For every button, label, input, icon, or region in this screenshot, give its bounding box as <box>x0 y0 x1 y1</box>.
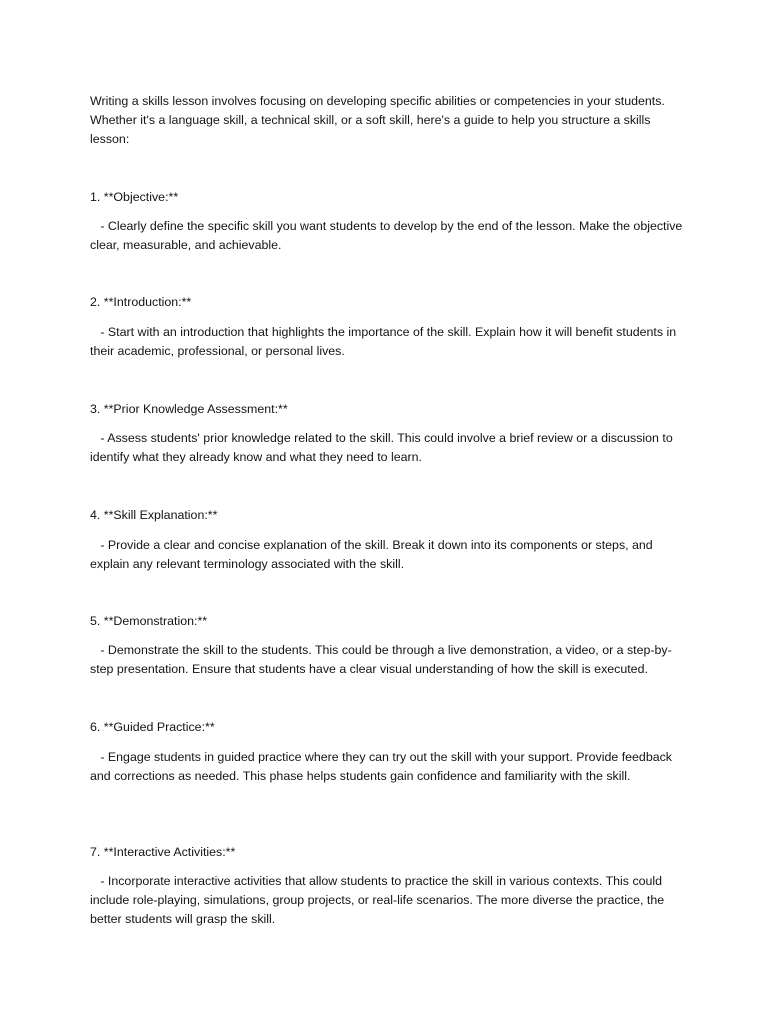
section-heading-demonstration: 5. **Demonstration:** <box>90 614 208 628</box>
section-body-objective: - Clearly define the specific skill you want students to develop by the end of the lesson. Make the objective clear, measurable, and achievable. <box>90 219 686 252</box>
section-body-introduction: - Start with an introduction that highlights the importance of the skill. Explain how it will benefit students in their academic, professional, or personal lives. <box>90 325 680 358</box>
section-body-demonstration: - Demonstrate the skill to the students. This could be through a live demonstration, a video, or a step-by-step presentation. Ensure that students have a clear visual understanding of how the skill is executed. <box>90 643 672 676</box>
section-heading-interactive-activities: 7. **Interactive Activities:** <box>90 845 236 859</box>
section-body-interactive-activities: - Incorporate interactive activities that allow students to practice the skill in various contexts. This could include role-playing, simulations, group projects, or real-life scenarios. The more diverse the practice, the better students will grasp the skill. <box>90 874 668 926</box>
section-heading-skill-explanation: 4. **Skill Explanation:** <box>90 508 218 522</box>
section-heading-introduction: 2. **Introduction:** <box>90 295 192 309</box>
section-body-skill-explanation: - Provide a clear and concise explanation of the skill. Break it down into its components or steps, and explain any relevant terminology associated with the skill. <box>90 538 657 571</box>
document-page <box>90 92 686 926</box>
section-body-prior-knowledge: - Assess students' prior knowledge related to the skill. This could involve a brief review or a discussion to identify what they already know and what they need to learn. <box>90 431 677 464</box>
section-heading-guided-practice: 6. **Guided Practice:** <box>90 720 215 734</box>
section-heading-prior-knowledge: 3. **Prior Knowledge Assessment:** <box>90 402 288 416</box>
intro-paragraph: Writing a skills lesson involves focusing on developing specific abilities or competencies in your students. Whether it's a language skill, a technical skill, or a soft skill, here's a guide to help you structure a skills lesson: <box>90 94 665 146</box>
section-heading-objective: 1. **Objective:** <box>90 190 179 204</box>
section-body-guided-practice: - Engage students in guided practice where they can try out the skill with your support. Provide feedback and corrections as needed. This phase helps students gain confidence and familiarity with the skill. <box>90 750 676 783</box>
